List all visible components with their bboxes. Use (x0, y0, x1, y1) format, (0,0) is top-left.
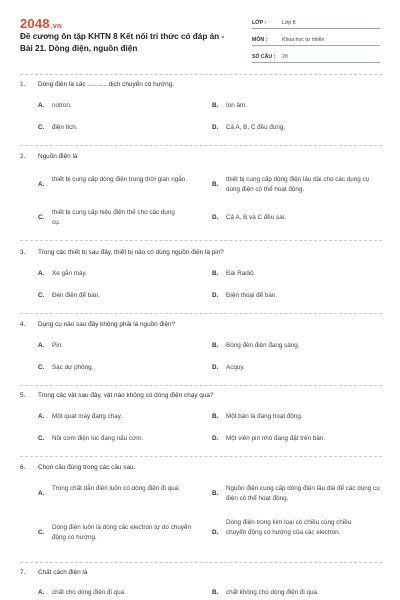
option-letter: A. (38, 490, 45, 497)
option-text: Điện thoại để bàn. (226, 292, 278, 299)
question-number: 2. (20, 153, 26, 160)
logo-main-text: 2048 (20, 16, 50, 31)
option-text: Cả A, B và C đều sai. (226, 214, 286, 221)
meta-value: 20 (282, 54, 288, 60)
question-divider (20, 145, 382, 146)
worksheet-header (0, 0, 400, 66)
question-divider (20, 240, 382, 241)
option-text: Sạc dự phòng. (52, 364, 94, 371)
option-letter: C. (38, 435, 45, 442)
question-text: Chọn câu đúng trong các câu sau. (38, 464, 136, 471)
question-divider (20, 456, 382, 457)
question-number: 4. (20, 321, 26, 328)
question-number: 7. (20, 569, 26, 576)
option-text: Dòng điện luôn là dòng các electron tự do chuyển động có hướng. (52, 524, 191, 541)
option-letter: B. (212, 490, 219, 497)
question-2-stem (20, 153, 77, 160)
section-divider (20, 74, 382, 75)
question-text: Trong các thiết bị sau đây, thiết bị nào có dùng nguồn điện là pin? (38, 249, 224, 256)
option-letter: A. (38, 413, 45, 420)
option-text: Nguồn điện cung cấp dòng điện lâu dài để các dụng cụ điện có thể hoạt động. (226, 485, 380, 502)
option-text: Đài Radiô. (226, 270, 256, 277)
question-4-stem (20, 321, 175, 328)
logo-suffix-text: .vn (50, 23, 62, 30)
option-letter: B. (212, 102, 219, 109)
option-letter: D. (212, 364, 219, 371)
option-text: Ion âm. (226, 102, 247, 109)
option-text: Acquy. (226, 364, 245, 371)
option-text: thiết bị cung cấp dòng điện lâu dài cho các dụng cụ dùng điện có thể hoạt động. (226, 176, 370, 193)
option-text: notron. (52, 102, 72, 109)
document-title: Đề cương ôn tập KHTN 8 Kết nối tri thức có đáp án - Bài 21. Dòng điện, nguồn điện (20, 32, 225, 53)
meta-row-subject (252, 31, 380, 46)
option-letter: D. (212, 529, 219, 536)
question-7-stem (20, 569, 87, 576)
option-letter: B. (212, 342, 219, 349)
option-text: Nồi cơm điện lúc đang nấu cơm. (52, 435, 144, 442)
option-letter: C. (38, 364, 45, 371)
question-text: Dòng điện là các ........... dịch chuyển có hướng. (38, 81, 175, 88)
option-text: Cả A, B, C đều đúng. (226, 124, 286, 131)
meta-info-box (252, 14, 380, 65)
option-letter: D. (212, 435, 219, 442)
option-text: Bóng đèn điện đang sáng. (226, 342, 300, 349)
question-divider (20, 562, 382, 563)
option-letter: C. (38, 292, 45, 299)
question-number: 5. (20, 392, 26, 399)
option-letter: C. (38, 214, 45, 221)
site-logo[interactable] (20, 16, 61, 31)
question-text: Chất cách điện là (38, 569, 88, 576)
option-text: chất không cho dòng điện đi qua. (226, 589, 319, 596)
meta-row-count (252, 48, 380, 63)
option-text: Một quạt máy đang chạy. (52, 413, 123, 420)
option-text: Một viên pin nhỏ đang đặt trên bàn. (226, 435, 326, 442)
option-letter: C. (38, 124, 45, 131)
option-letter: A. (38, 342, 45, 349)
option-letter: B. (212, 181, 219, 188)
option-letter: B. (212, 413, 219, 420)
question-number: 1. (20, 81, 26, 88)
meta-row-class (252, 14, 380, 29)
question-3-stem (20, 249, 224, 256)
option-text: Pin. (52, 342, 63, 349)
question-text: Nguồn điện là (38, 153, 78, 160)
option-text: chất cho dòng điện đi qua. (52, 589, 126, 596)
question-6-stem (20, 464, 135, 471)
option-text: điện tích. (52, 124, 78, 131)
meta-label: SỐ CÂU : (252, 54, 276, 60)
question-divider (20, 385, 382, 386)
option-text: Trong chất dẫn điện luôn có dòng điện đi qua. (52, 485, 180, 492)
option-letter: D. (212, 214, 219, 221)
question-number: 6. (20, 464, 26, 471)
meta-value: Lớp 8 (282, 20, 296, 26)
question-divider (20, 313, 382, 314)
option-letter: B. (212, 270, 219, 277)
option-letter: D. (212, 124, 219, 131)
option-letter: A. (38, 589, 45, 596)
meta-label: MÔN : (252, 37, 268, 43)
question-1-stem (20, 81, 174, 88)
option-letter: D. (212, 292, 219, 299)
option-letter: A. (38, 181, 45, 188)
question-5-stem (20, 392, 214, 399)
meta-label: LỚP : (252, 20, 267, 26)
option-letter: A. (38, 270, 45, 277)
option-text: Đèn điện để bàn. (52, 292, 100, 299)
question-text: Trong các vật sau đây, vật nào không có dòng điện chạy qua? (38, 392, 214, 399)
option-text: Dòng điện trong kim loại có chiều cùng chiều chuyển động có hướng của các electron. (226, 519, 352, 536)
question-text: Dụng cụ nào sau đây không phải là nguồn điện? (38, 321, 176, 328)
option-text: thiết bị cung cấp dòng điện trong thời gian ngắn. (52, 176, 188, 183)
option-text: Một bàn là đang hoạt động. (226, 413, 303, 420)
option-text: Xe gắn máy. (52, 270, 87, 277)
option-letter: B. (212, 589, 219, 596)
option-letter: C. (38, 529, 45, 536)
option-letter: A. (38, 102, 45, 109)
question-number: 3. (20, 249, 26, 256)
option-text: thiết bị cung cấp hiệu điện thế cho các dụng cụ. (52, 209, 175, 226)
meta-value: Khoa học tự nhiên (282, 37, 325, 43)
